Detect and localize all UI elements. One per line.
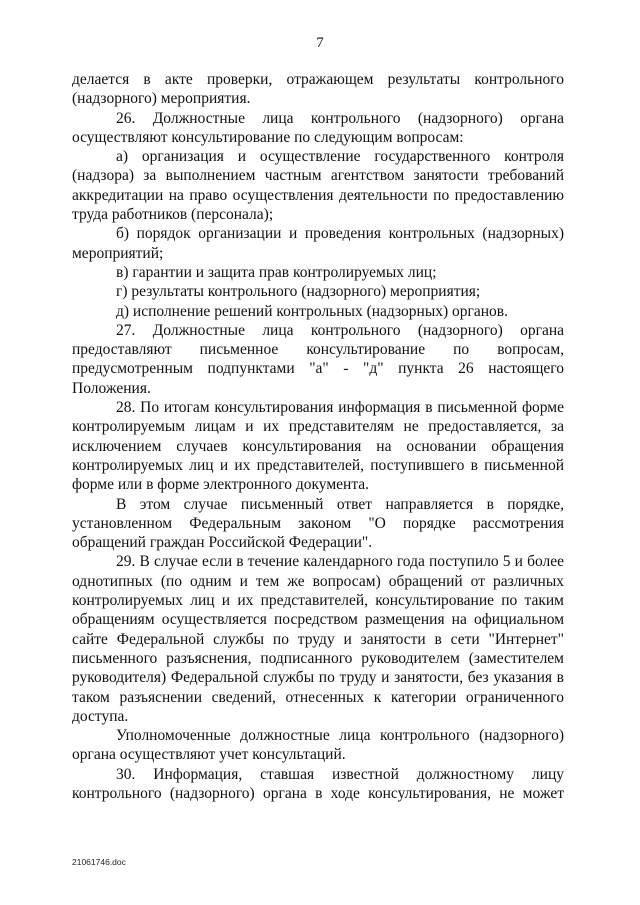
- page-number: 7: [316, 35, 324, 51]
- paragraph-29: 29. В случае если в течение календарного года поступило 5 и более однотипных (по одним и тем же вопросам) обращений от различных контролируемых лиц и их представителей, консультирование по таким обращениям осуществляется посредством размещения на официальном сайте Федеральной службы по труду и занятости в сети "Интернет" письменного разъяснения, подписанного руководителем (заместителем руководителя) Федеральной службы по труду и занятости, без указания в таком разъяснении сведений, отнесенных к категории ограниченного доступа.: [72, 553, 564, 725]
- paragraph-28-response: В этом случае письменный ответ направляется в порядке, установленном Федеральным законом "О порядке рассмотрения обращений граждан Российской Федерации".: [72, 495, 564, 552]
- paragraph-26: 26. Должностные лица контрольного (надзорного) органа осуществляют консультирование по следующим вопросам:: [72, 109, 564, 146]
- paragraph-26-v: в) гарантии и защита прав контролируемых лиц;: [116, 263, 437, 281]
- paragraph-30: 30. Информация, ставшая известной должностному лицу контрольного (надзорного) органа в ходе консультирования, не может: [72, 765, 564, 802]
- paragraph-continuation: делается в акте проверки, отражающем результаты контрольного (надзорного) мероприятия.: [72, 71, 564, 108]
- paragraph-28: 28. По итогам консультирования информация в письменной форме контролируемым лицам и их представителям не предоставляется, за исключением случаев консультирования на основании обращения контролируемых лиц и их представителей, поступившего в письменной форме или в форме электронного документа.: [72, 399, 564, 494]
- document-filename: 21061746.doc: [72, 857, 126, 867]
- paragraph-26-d: д) исполнение решений контрольных (надзорных) органов.: [116, 302, 508, 320]
- paragraph-26-a: а) организация и осуществление государственного контроля (надзора) за выполнением частным агентством занятости требований аккредитации на право осуществления деятельности по предоставлению труда работников (персонала);: [72, 148, 564, 224]
- paragraph-29-accounting: Уполномоченные должностные лица контрольного (надзорного) органа осуществляют учет консультаций.: [72, 727, 564, 764]
- paragraph-26-g: г) результаты контрольного (надзорного) мероприятия;: [116, 283, 481, 301]
- paragraph-26-b: б) порядок организации и проведения контрольных (надзорных) мероприятий;: [72, 225, 564, 262]
- document-body: [72, 70, 564, 803]
- paragraph-27: 27. Должностные лица контрольного (надзорного) органа предоставляют письменное консультирование по вопросам, предусмотренным подпунктами "а" - "д" пункта 26 настоящего Положения.: [72, 321, 564, 397]
